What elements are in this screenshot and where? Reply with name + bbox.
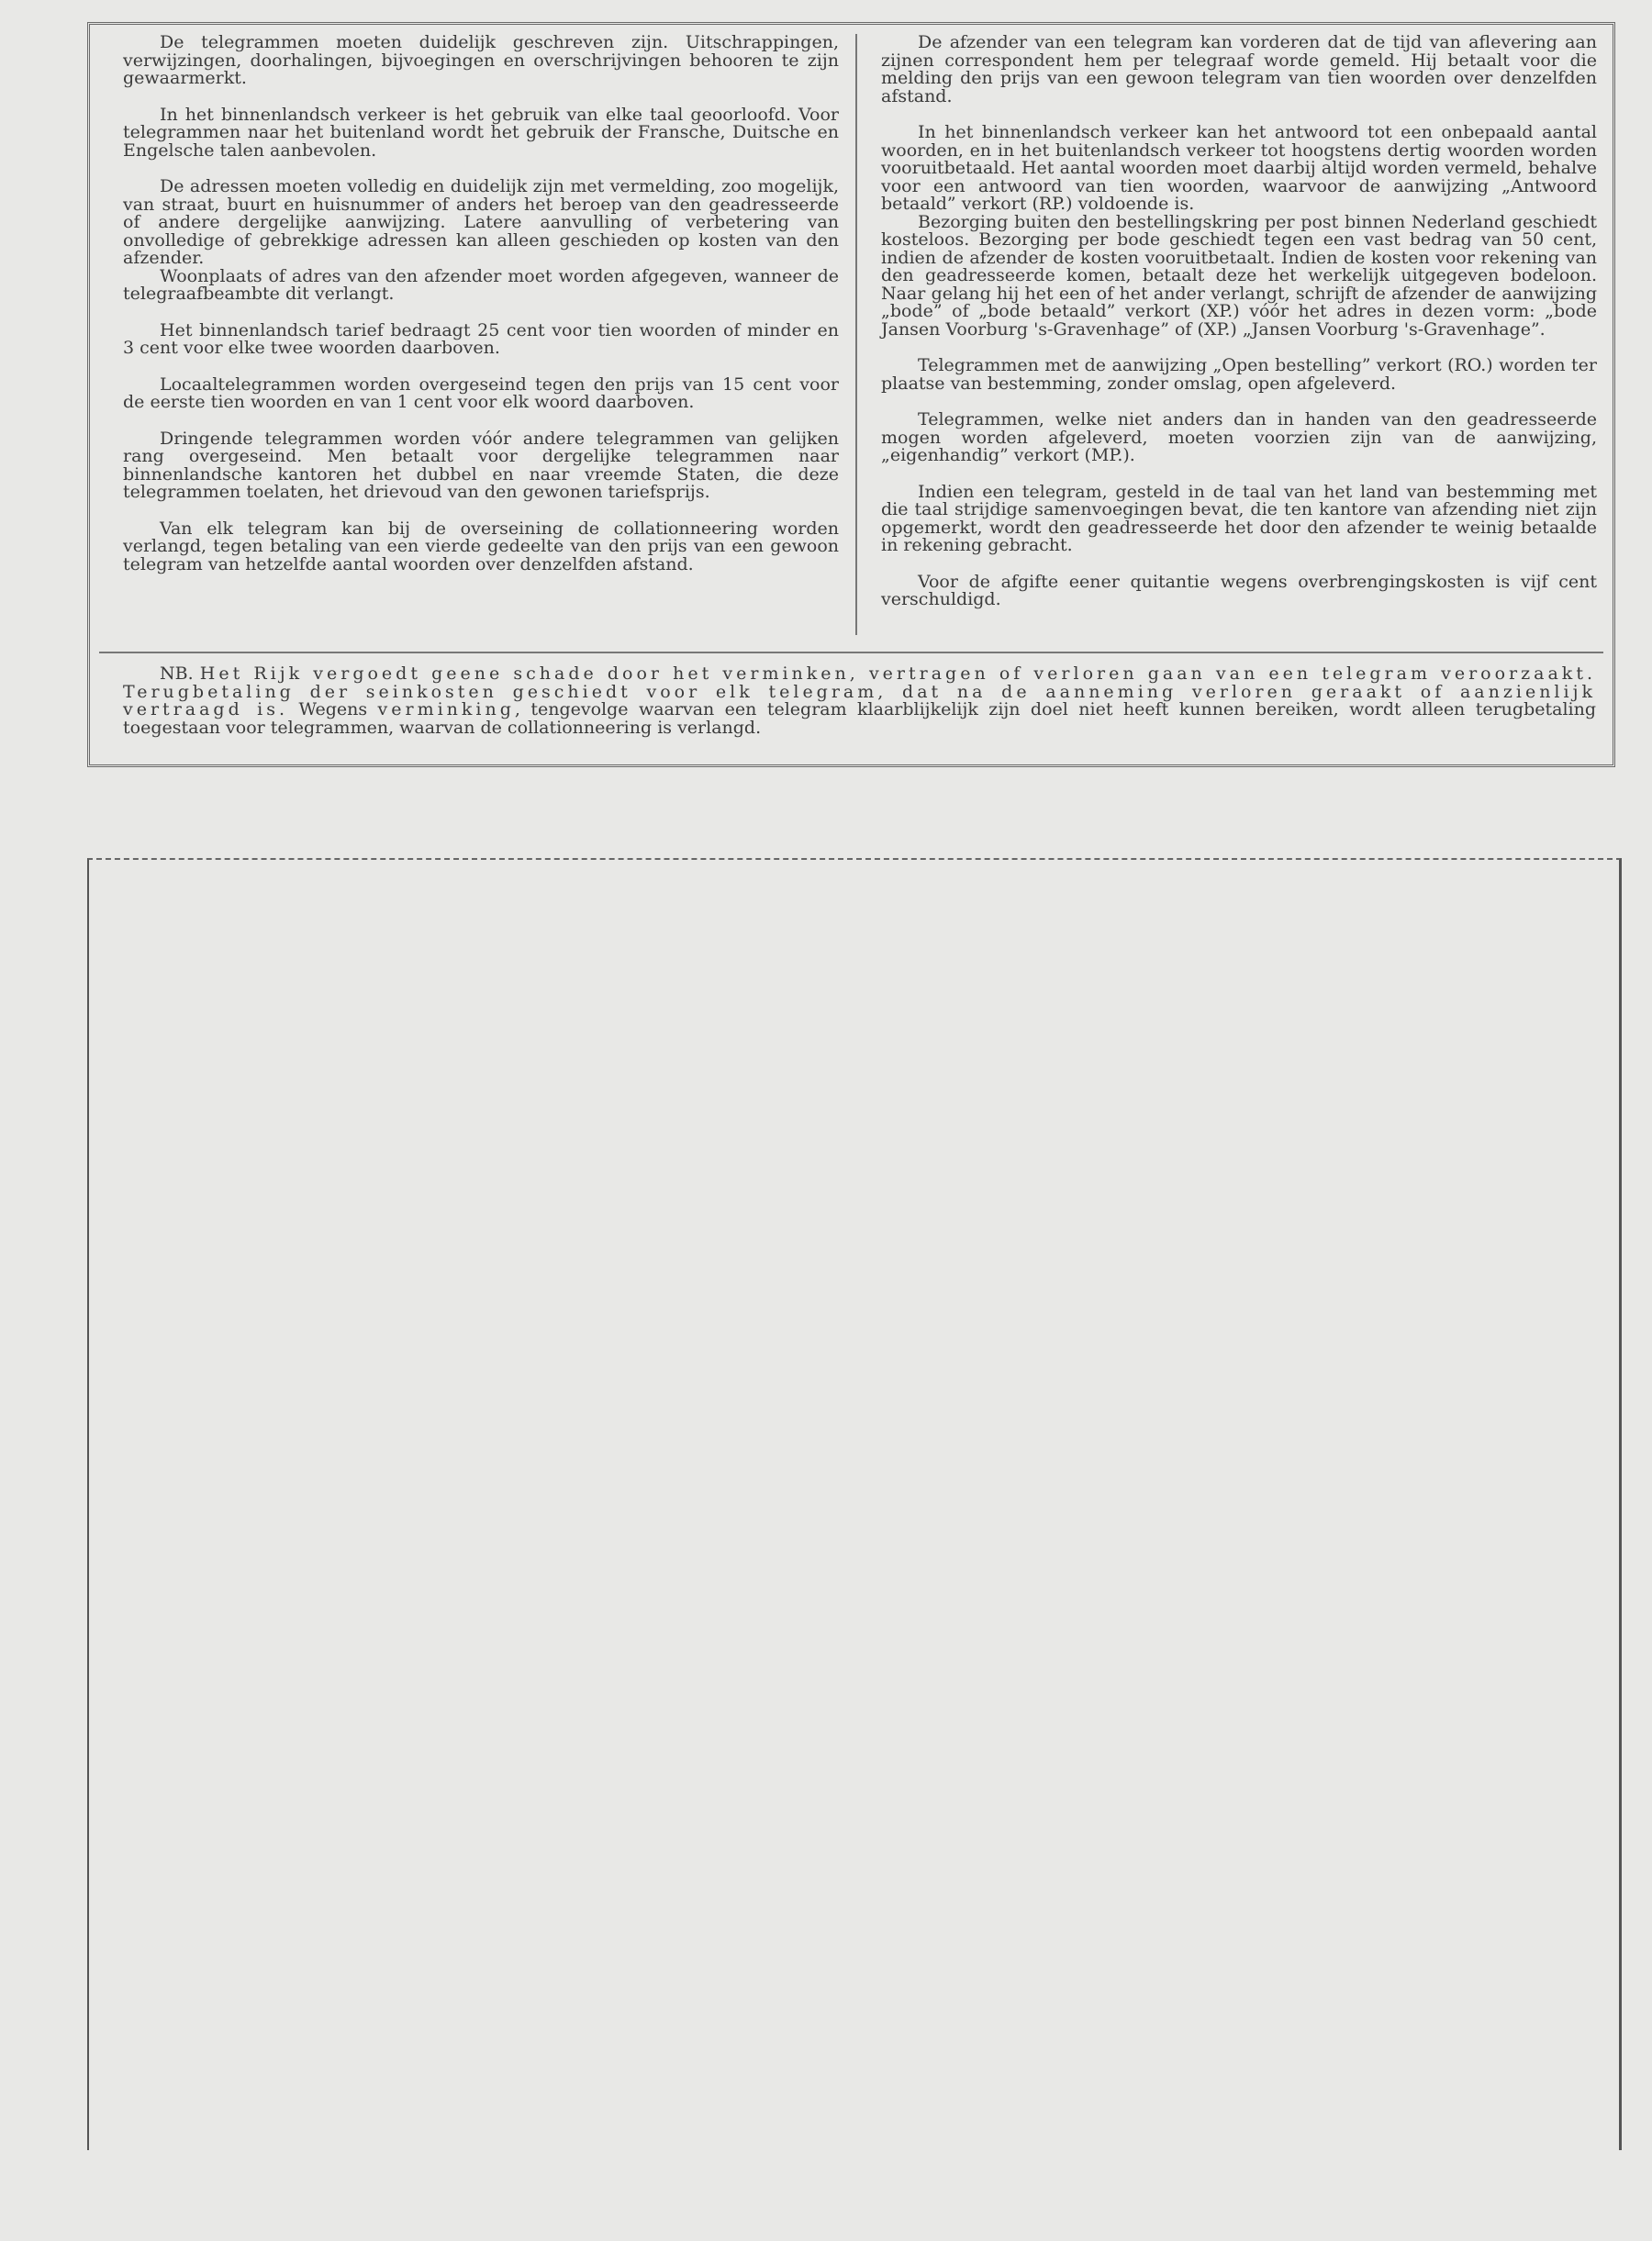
rule-paragraph: Indien een telegram, gesteld in de taal van het land van bestemming met die taal strijdige samenvoegingen bevat, die ten kantore van afzending niet zijn opgemerkt, wordt den geadresseerde het door den afzender te weinig betaalde in rekening gebracht. [881,481,1597,555]
rule-paragraph: Het binnenlandsch tarief bedraagt 25 cent voor tien woorden of minder en 3 cent voor elke twee woorden daarboven. [123,319,839,358]
nb-text: , tengevolge waarvan een telegram klaarblijkelijk zijn doel niet heeft kunnen bereiken, wordt alleen terugbetaling toegestaan voor telegrammen, waarvan de collationneering is verlangd. [123,699,1596,738]
rule-paragraph: De telegrammen moeten duidelijk geschreven zijn. Uitschrappingen, verwijzingen, doorhalingen, bijvoegingen en overschrijvingen behooren te zijn gewaarmerkt. [123,32,839,88]
column-divider [855,34,857,635]
rule-paragraph: Telegrammen, welke niet anders dan in handen van den geadresseerde mogen worden afgeleverd, moeten voorzien zijn van de aanwijzing, „eigenhandig” verkort (MP.). [881,409,1597,465]
rule-paragraph: Woonplaats of adres van den afzender moet worden afgegeven, wanneer de telegraafbeambte dit verlangt. [123,265,839,304]
nb-text: Wegens [288,699,378,719]
nb-notice [123,665,1596,737]
section-divider [99,652,1603,653]
rule-paragraph: Dringende telegrammen worden vóór andere telegrammen van gelijken rang overgeseind. Men betaalt voor dergelijke telegrammen naar binnenlandsche kantoren het dubbel en naar vreemde Staten, die deze telegrammen toelaten, het drievoud van den gewonen tariefsprijs. [123,428,839,502]
telegram-rules-box [87,22,1615,767]
rule-paragraph: De adressen moeten volledig en duidelijk zijn met vermelding, zoo mogelijk, van straat, buurt en huisnummer of anders het beroep van den geadresseerde of andere dergelijke aanwijzing. Latere aanvulling of verbetering van onvolledige of gebrekkige adressen kan alleen geschieden op kosten van den afzender. [123,176,839,268]
rules-right-column [881,34,1597,628]
nb-spaced-word: verminking [377,699,515,719]
nb-label: NB. [160,663,200,684]
rule-paragraph: Telegrammen met de aanwijzing „Open bestelling” verkort (RO.) worden ter plaatse van bestemming, zonder omslag, open afgeleverd. [881,355,1597,394]
rule-paragraph: De afzender van een telegram kan vorderen dat de tijd van aflevering aan zijnen correspondent hem per telegraaf worde gemeld. Hij betaalt voor die melding den prijs van een gewoon telegram van tien woorden over denzelfden afstand. [881,32,1597,106]
rule-paragraph: Van elk telegram kan bij de overseining de collationneering worden verlangd, tegen betaling van een vierde gedeelte van den prijs van een gewoon telegram van hetzelfde aantal woorden over denzelfden afstand. [123,518,839,574]
nb-spaced-text: Het Rijk vergoedt geene schade door het verminken, vertragen of verloren gaan van een telegram veroorzaakt. Terugbetaling der seinkosten geschiedt voor elk telegram, dat na de aanneming verloren geraakt of aanzienlijk vertraagd is. [123,663,1596,719]
rule-paragraph: Bezorging buiten den bestellingskring per post binnen Nederland geschiedt kosteloos. Bezorging per bode geschiedt tegen een vast bedrag van 50 cent, indien de afzender de kosten vooruitbetaalt. Indien de kosten voor rekening van den geadresseerde komen, betaalt deze het werkelijk uitgegeven bodeloon. Naar gelang hij het een of het ander verlangt, schrijft de afzender de aanwijzing „bode” of „bode betaald” verkort (XP.) vóór het adres in dezen vorm: „bode Jansen Voorburg 's-Gravenhage” of (XP.) „Jansen Voorburg 's-Gravenhage”. [881,211,1597,340]
rule-paragraph: In het binnenlandsch verkeer kan het antwoord tot een onbepaald aantal woorden, en in het buitenlandsch verkeer tot hoogstens dertig woorden worden vooruitbetaald. Het aantal woorden moet daarbij altijd worden vermeld, behalve voor een antwoord van tien woorden, waarvoor de aanwijzing „Antwoord betaald” verkort (RP.) voldoende is. [881,122,1597,214]
telegram-message-area [87,858,1622,2150]
rules-left-column [123,34,839,592]
rule-paragraph: Voor de afgifte eener quitantie wegens overbrengingskosten is vijf cent verschuldigd. [881,571,1597,609]
rule-paragraph: Locaaltelegrammen worden overgeseind tegen den prijs van 15 cent voor de eerste tien woorden en van 1 cent voor elk woord daarboven. [123,374,839,412]
rule-paragraph: In het binnenlandsch verkeer is het gebruik van elke taal geoorloofd. Voor telegrammen naar het buitenland wordt het gebruik der Fransche, Duitsche en Engelsche talen aanbevolen. [123,104,839,161]
